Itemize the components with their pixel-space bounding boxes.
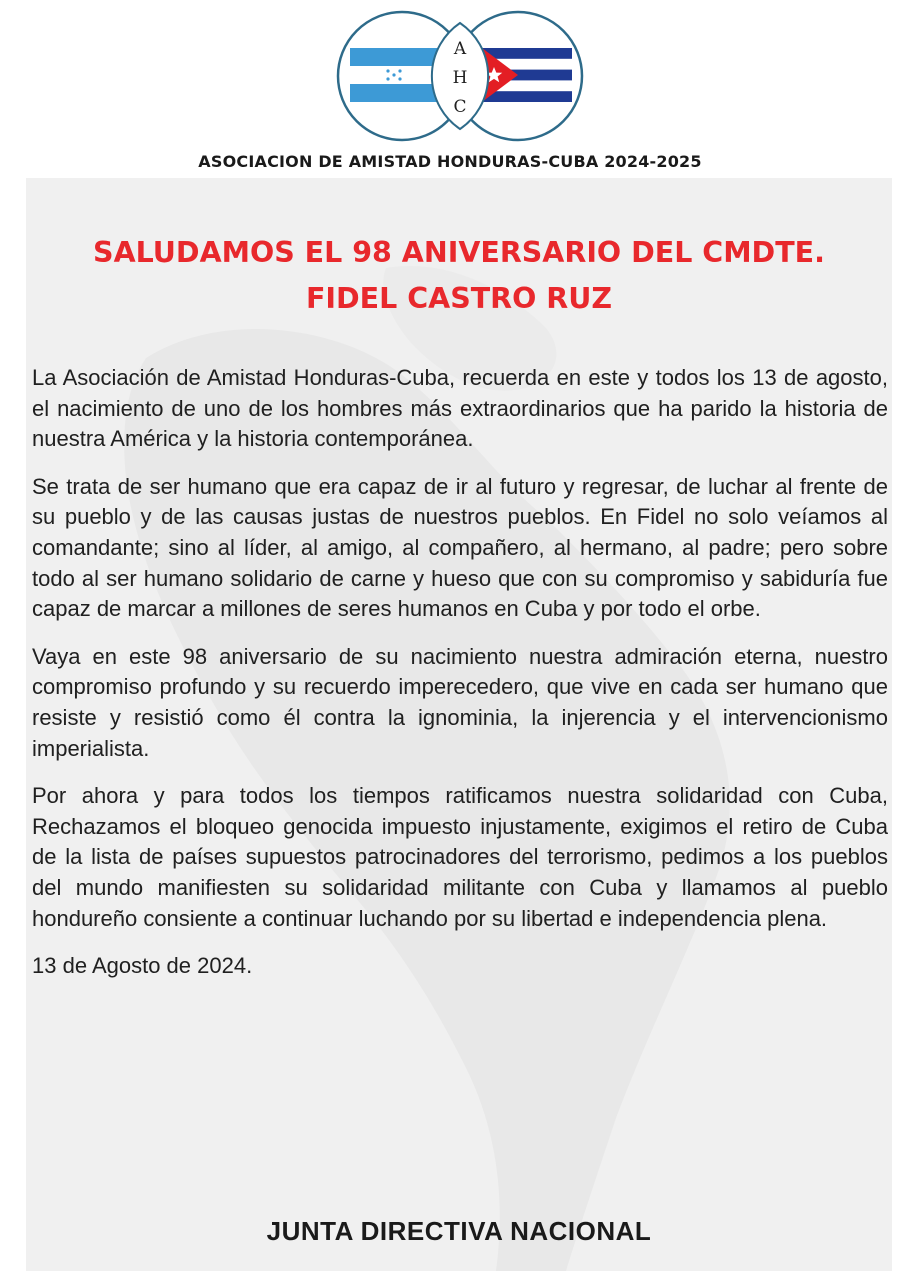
body-text [32, 363, 888, 982]
logo-letter-c: C [453, 97, 467, 117]
paragraph-3: Vaya en este 98 aniversario de su nacimiento nuestra admiración eterna, nuestro compromiso profundo y su recuerdo imperecedero, que vive en cada ser humano que resiste y resistió como él contra la ignominia, la injerencia y el intervencionismo imperialista. [32, 643, 888, 761]
cuba-flag-icon [482, 48, 572, 102]
logo-letter-a: A [453, 39, 467, 59]
paragraph-2: Se trata de ser humano que era capaz de ir al futuro y regresar, de luchar al frente de su pueblo y de las causas justas de nuestros pueblos. En Fidel no solo veíamos al comandante; sino al líder, al amigo, al compañero, al hermano, al padre; pero sobre todo al ser humano solidario de carne y hueso que con su compromiso y sabiduría fue capaz de marcar a millones de seres humanos en Cuba y por todo el orbe. [32, 473, 888, 622]
ahc-logo [330, 6, 590, 146]
document-date: 13 de Agosto de 2024. [32, 953, 253, 979]
paragraph-4: Por ahora y para todos los tiempos ratificamos nuestra solidaridad con Cuba, Rechazamos el bloqueo genocida impuesto injustamente, exigimos el retiro de Cuba de la lista de países supuestos patrocinadores del terrorismo, pedimos a los pueblos del mundo manifiesten su solidaridad militante con Cuba y llamamos al pueblo hondureño consiente a continuar luchando por su libertad e independencia plena. [32, 783, 888, 931]
title-line-1: SALUDAMOS EL 98 ANIVERSARIO DEL CMDTE. [93, 236, 825, 269]
title-line-2: FIDEL CASTRO RUZ [305, 282, 613, 315]
signature: JUNTA DIRECTIVA NACIONAL [266, 1216, 652, 1246]
honduras-flag-icon [350, 48, 438, 102]
document-body [26, 178, 892, 1271]
paragraph-1: La Asociación de Amistad Honduras-Cuba, recuerda en este y todos los 13 de agosto, el nacimiento de uno de los hombres más extraordinarios que ha parido la historia de nuestra América y la historia contemporánea. [32, 365, 888, 452]
logo-letter-h: H [452, 68, 468, 88]
organization-name: ASOCIACION DE AMISTAD HONDURAS-CUBA 2024-2025 [198, 152, 702, 171]
letterhead [0, 0, 900, 178]
document-title [26, 230, 892, 322]
